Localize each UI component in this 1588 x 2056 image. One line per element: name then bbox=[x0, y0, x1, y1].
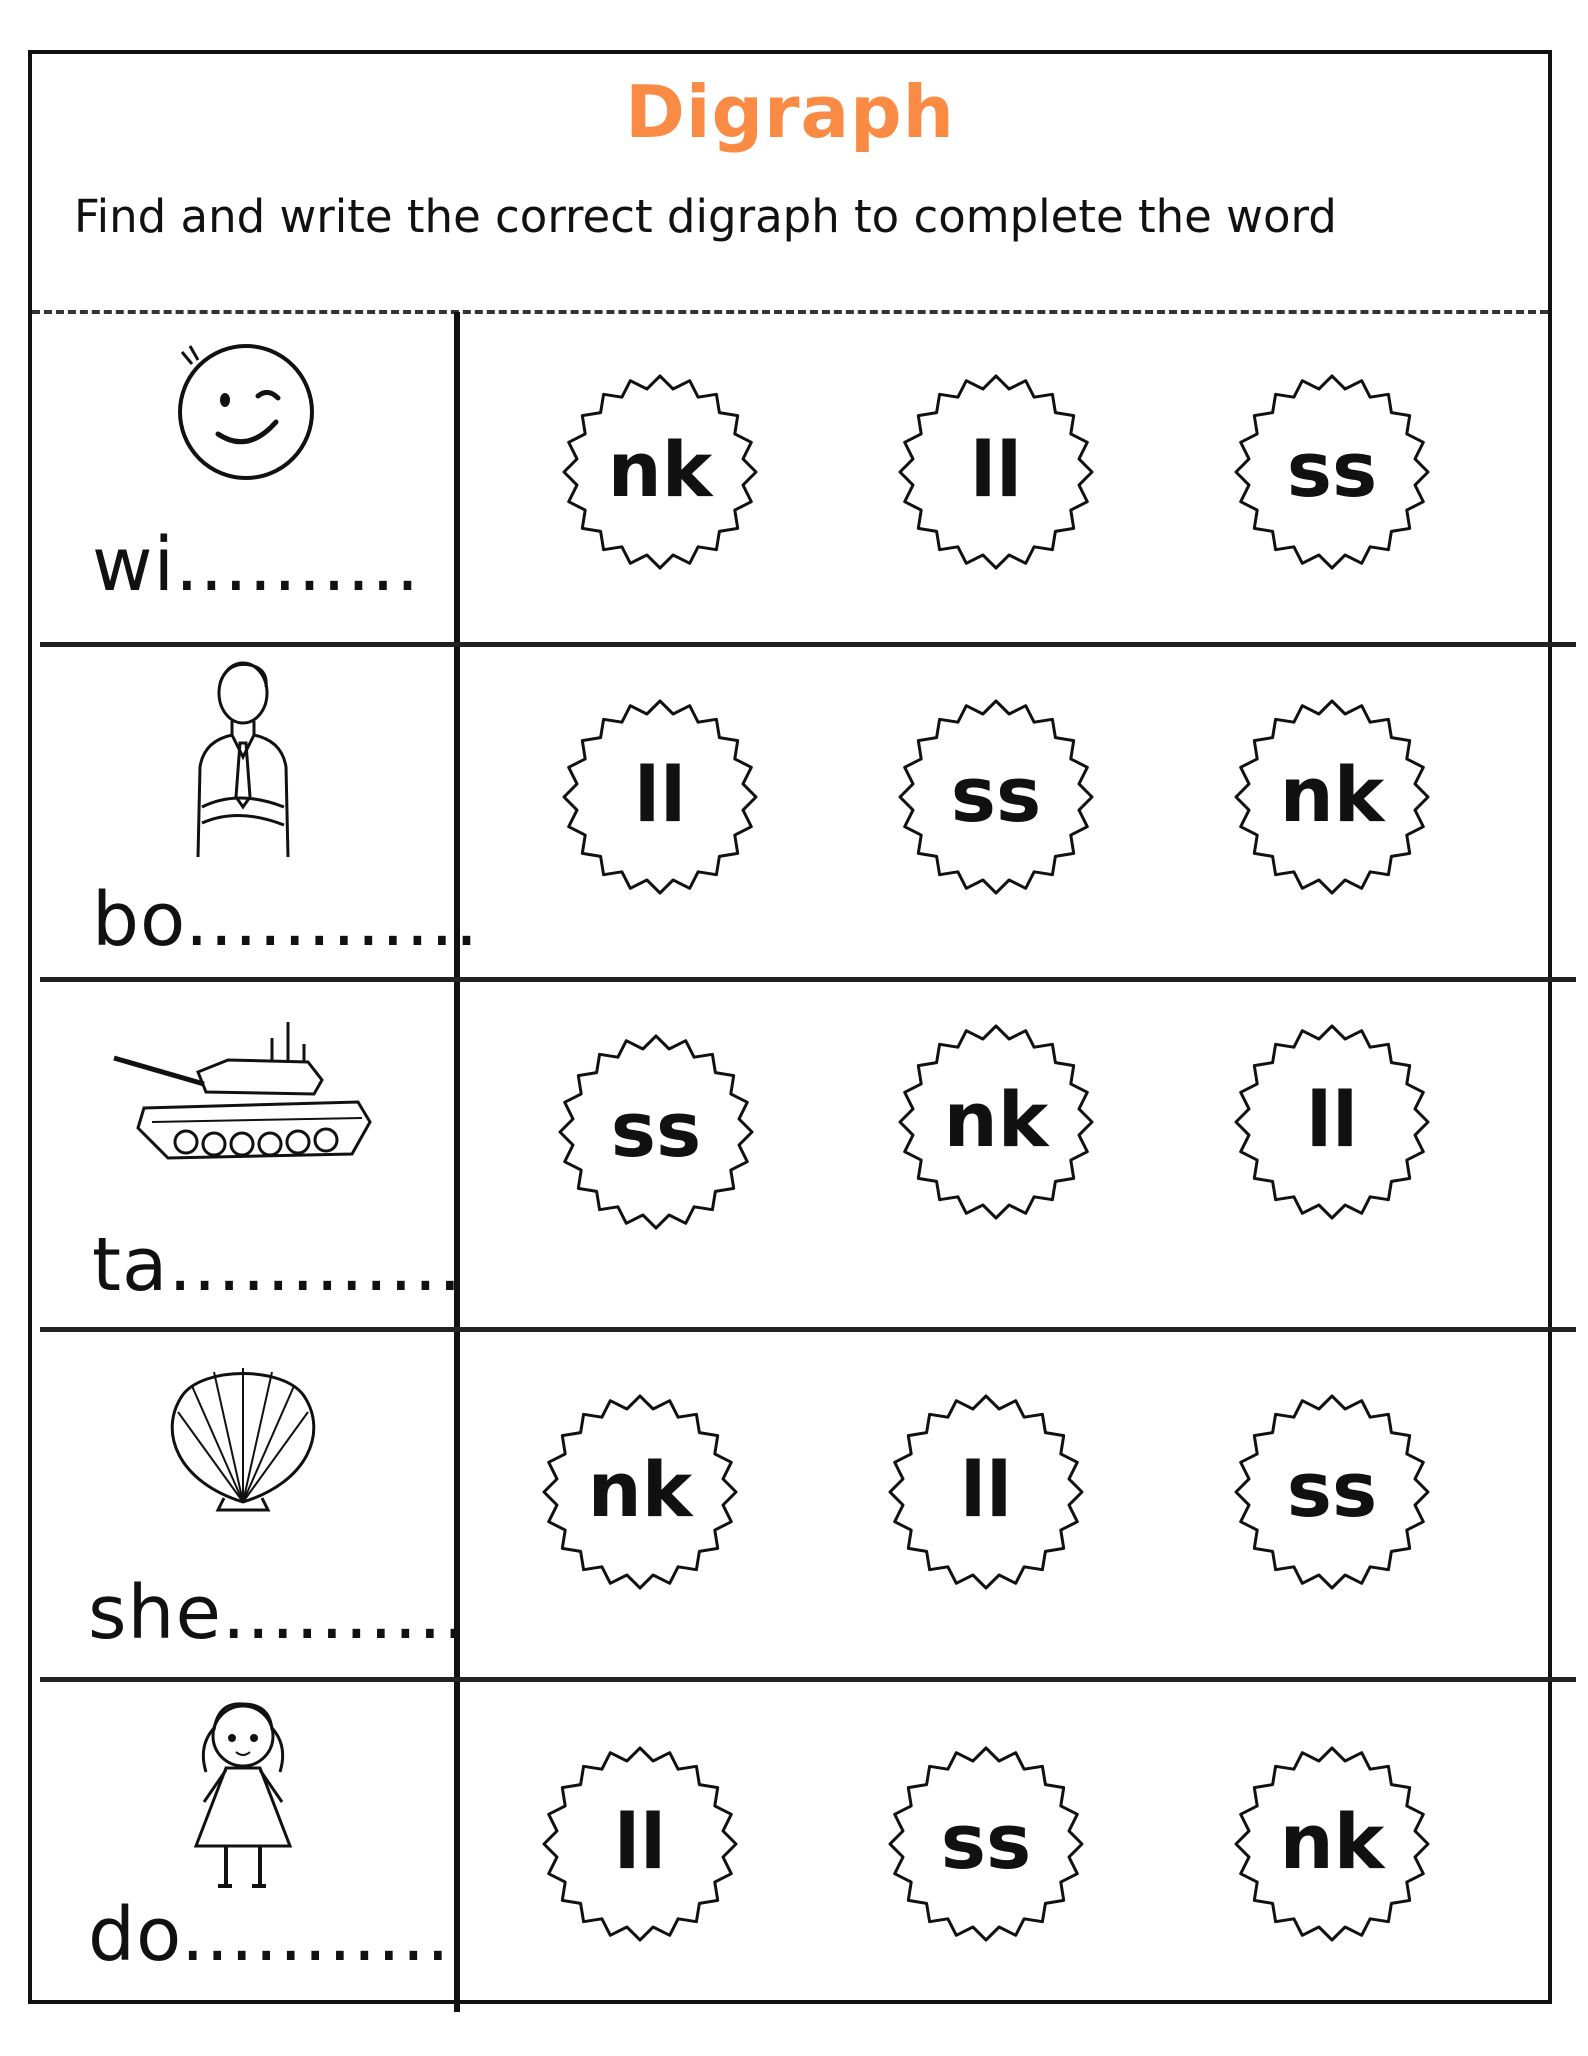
option-label: ss bbox=[610, 1085, 702, 1174]
option-label: ss bbox=[940, 1797, 1032, 1886]
option-label: ss bbox=[1286, 1445, 1378, 1534]
option-label: ss bbox=[950, 750, 1042, 839]
exercise-row-3 bbox=[32, 982, 1548, 1327]
worksheet bbox=[28, 50, 1552, 2004]
option-label: ll bbox=[1305, 1075, 1359, 1164]
option-label: nk bbox=[607, 425, 713, 514]
digraph-option[interactable] bbox=[560, 697, 760, 897]
option-label: ll bbox=[959, 1445, 1013, 1534]
word-prompt: bo............ bbox=[92, 877, 480, 963]
digraph-option[interactable] bbox=[886, 1392, 1086, 1592]
word-prompt: do........... bbox=[88, 1892, 451, 1978]
tank-icon bbox=[32, 1022, 454, 1172]
instructions: Find and write the correct digraph to complete the word bbox=[74, 190, 1337, 243]
digraph-option[interactable] bbox=[896, 372, 1096, 572]
digraph-option[interactable] bbox=[556, 1032, 756, 1232]
digraph-option[interactable] bbox=[886, 1744, 1086, 1944]
exercise-row-4 bbox=[32, 1332, 1548, 1677]
word-prompt: she.......... bbox=[88, 1570, 468, 1656]
digraph-option[interactable] bbox=[896, 1022, 1096, 1222]
word-prompt: wi.......... bbox=[92, 522, 421, 608]
option-label: nk bbox=[943, 1075, 1049, 1164]
option-label: ll bbox=[969, 425, 1023, 514]
worksheet-header bbox=[32, 54, 1548, 312]
digraph-option[interactable] bbox=[1232, 1022, 1432, 1222]
option-label: ll bbox=[633, 750, 687, 839]
exercise-row-1 bbox=[32, 312, 1548, 642]
businessman-icon bbox=[32, 657, 454, 857]
digraph-option[interactable] bbox=[896, 697, 1096, 897]
digraph-option[interactable] bbox=[1232, 697, 1432, 897]
seashell-icon bbox=[32, 1362, 454, 1512]
digraph-option[interactable] bbox=[1232, 372, 1432, 572]
option-label: ll bbox=[613, 1797, 667, 1886]
digraph-option[interactable] bbox=[540, 1744, 740, 1944]
exercise-row-5 bbox=[32, 1682, 1548, 2004]
digraph-option[interactable] bbox=[1232, 1392, 1432, 1592]
doll-icon bbox=[32, 1696, 454, 1896]
digraph-option[interactable] bbox=[560, 372, 760, 572]
exercise-row-2 bbox=[32, 647, 1548, 977]
option-label: nk bbox=[1279, 750, 1385, 839]
winking-face-icon bbox=[32, 332, 454, 482]
word-prompt: ta............ bbox=[92, 1222, 463, 1308]
digraph-option[interactable] bbox=[540, 1392, 740, 1592]
digraph-option[interactable] bbox=[1232, 1744, 1432, 1944]
option-label: nk bbox=[587, 1445, 693, 1534]
option-label: ss bbox=[1286, 425, 1378, 514]
page-title: Digraph bbox=[625, 70, 955, 154]
option-label: nk bbox=[1279, 1797, 1385, 1886]
